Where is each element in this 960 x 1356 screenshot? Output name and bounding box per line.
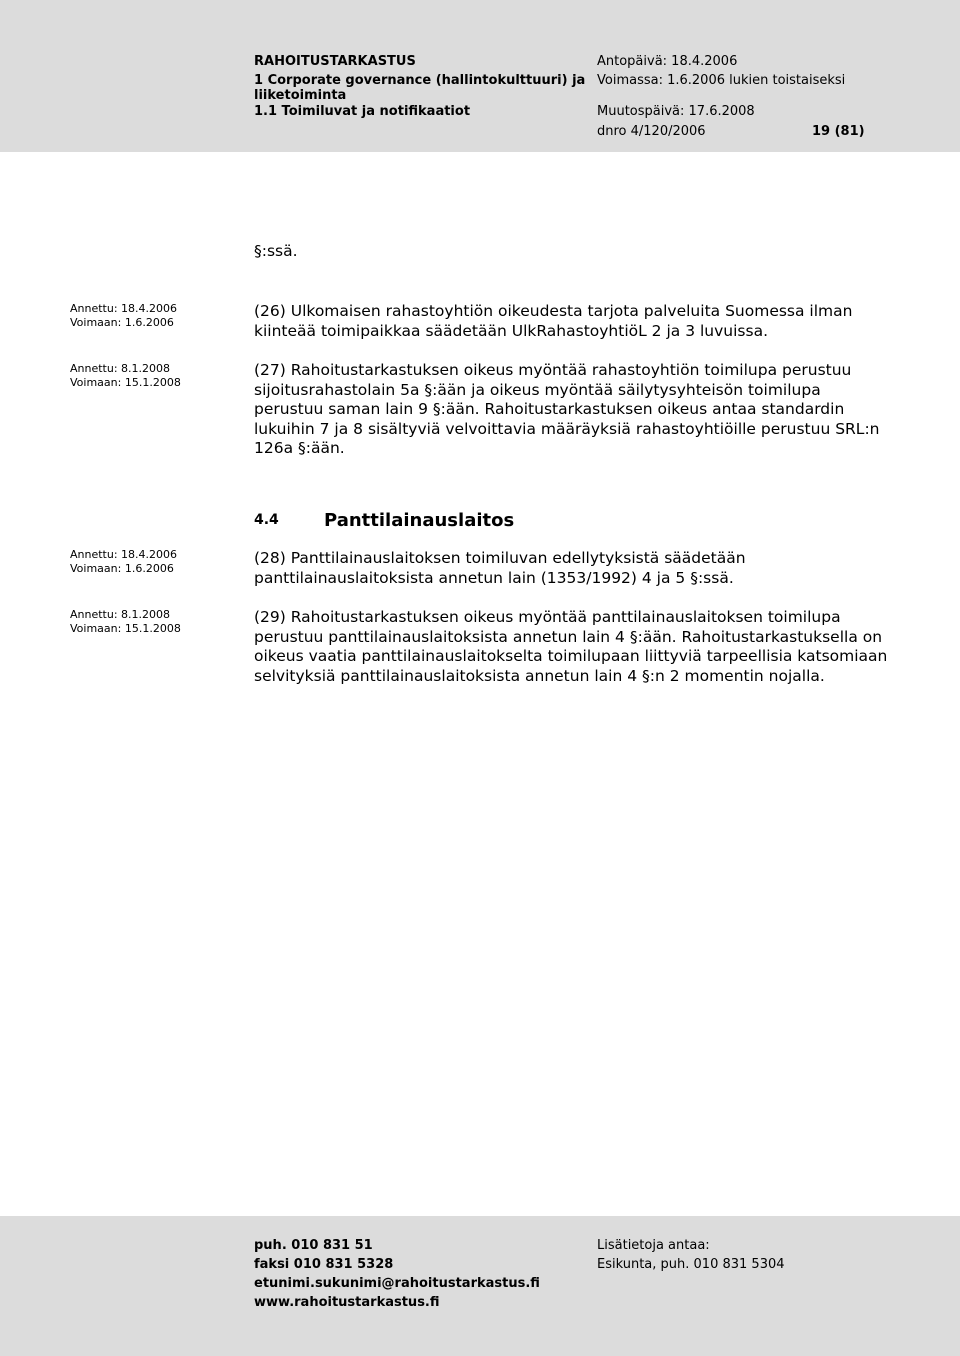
header-muutospaiva: Muutospäivä: 17.6.2008 xyxy=(597,104,755,119)
paragraph-27: (27) Rahoitustarkastuksen oikeus myöntää rahastoyhtiön toimilupa perustuu sijoitusrahastolain 5a §:ään ja oikeus myöntää säilytysyhteisön toimilupa perustuu saman lain 9 §:ään. Rahoitustarkastuksen oikeus antaa standardin lukuihin 7 ja 8 sisältyviä velvoittavia määräyksiä rahastoyhtiöille perustuu SRL:n 126a §:ään. xyxy=(254,361,880,457)
header-org: RAHOITUSTARKASTUS xyxy=(254,54,416,69)
section-number: 4.4 xyxy=(254,512,279,528)
header-section-line2: liiketoiminta xyxy=(254,88,347,103)
footer-info-label: Lisätietoja antaa: xyxy=(597,1238,710,1253)
note-voimaan: Voimaan: 15.1.2008 xyxy=(70,622,181,635)
note-annettu: Annettu: 18.4.2006 xyxy=(70,548,178,561)
header-section-line1: 1 Corporate governance (hallintokulttuuri) ja xyxy=(254,73,586,88)
note-voimaan: Voimaan: 15.1.2008 xyxy=(70,376,181,389)
note-1 xyxy=(70,302,177,330)
footer-web: www.rahoitustarkastus.fi xyxy=(254,1295,440,1310)
paragraph-29: (29) Rahoitustarkastuksen oikeus myöntää panttilainauslaitoksen toimilupa perustuu panttilainauslaitoksista annetun lain 4 §:ään. Rahoitustarkastuksella on oikeus vaatia panttilainauslaitokselta toimilupaan liittyviä tarpeellisia katsomiaan selvityksiä panttilainauslaitoksista annetun lain 4 §:n 2 momentin nojalla. xyxy=(254,608,888,685)
paragraph-26: (26) Ulkomaisen rahastoyhtiön oikeudesta tarjota palveluita Suomessa ilman kiinteää toimipaikkaa säädetään UlkRahastoyhtiöL 2 ja 3 luvuissa. xyxy=(254,302,853,340)
footer-fax: faksi 010 831 5328 xyxy=(254,1257,394,1272)
continuation-text: §:ssä. xyxy=(254,242,298,260)
note-voimaan: Voimaan: 1.6.2006 xyxy=(70,316,174,329)
header-subsection: 1.1 Toimiluvat ja notifikaatiot xyxy=(254,104,471,119)
paragraph-28: (28) Panttilainauslaitoksen toimiluvan edellytyksistä säädetään panttilainauslaitoksista annetun lain (1353/1992) 4 ja 5 §:ssä. xyxy=(254,549,746,587)
header-dnro: dnro 4/120/2006 xyxy=(597,124,706,139)
note-4 xyxy=(70,608,181,636)
note-voimaan: Voimaan: 1.6.2006 xyxy=(70,562,174,575)
footer-email: etunimi.sukunimi@rahoitustarkastus.fi xyxy=(254,1276,540,1291)
note-annettu: Annettu: 8.1.2008 xyxy=(70,608,171,621)
note-annettu: Annettu: 18.4.2006 xyxy=(70,302,178,315)
header-page-number: 19 (81) xyxy=(812,124,865,139)
header-antopaiva: Antopäivä: 18.4.2006 xyxy=(597,54,738,69)
note-3 xyxy=(70,548,177,576)
footer-phone: puh. 010 831 51 xyxy=(254,1238,373,1253)
section-title: Panttilainauslaitos xyxy=(324,510,515,531)
note-annettu: Annettu: 8.1.2008 xyxy=(70,362,171,375)
header-voimassa: Voimassa: 1.6.2006 lukien toistaiseksi xyxy=(597,73,846,88)
note-2 xyxy=(70,362,181,390)
footer-info-contact: Esikunta, puh. 010 831 5304 xyxy=(597,1257,785,1272)
